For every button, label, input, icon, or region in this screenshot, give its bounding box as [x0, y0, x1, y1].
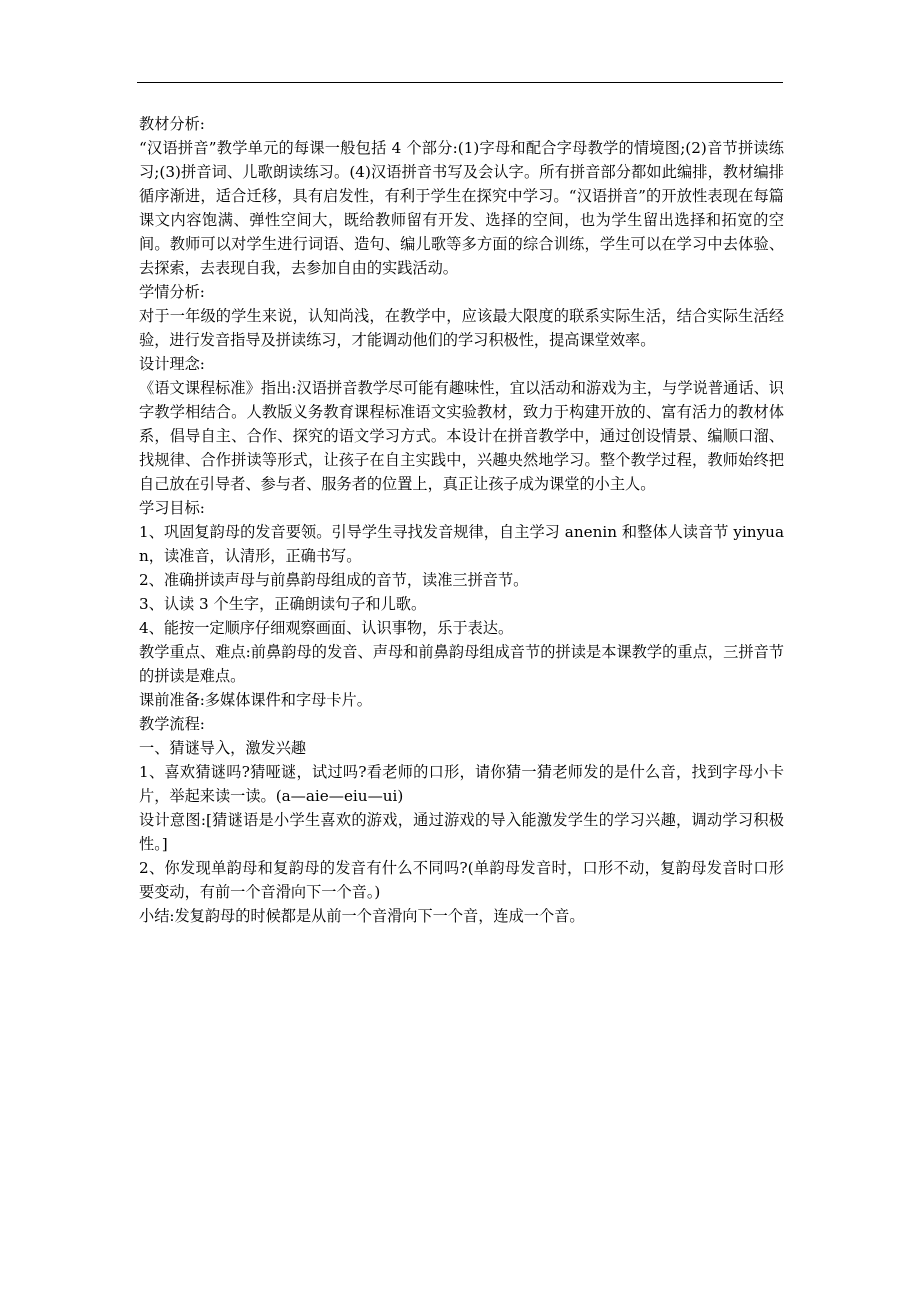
heading-textbook-analysis: 教材分析: — [139, 115, 205, 133]
heading-student-analysis: 学情分析: — [139, 283, 205, 301]
paragraph-key-points: 教学重点、难点:前鼻韵母的发音、声母和前鼻韵母组成音节的拼读是本课教学的重点，三拼音节的拼读是难点。 — [139, 643, 784, 685]
goal-item-2: 2、准确拼读声母与前鼻韵母组成的音节，读准三拼音节。 — [139, 571, 529, 589]
document-body — [139, 112, 784, 928]
paragraph-design-concept: 《语文课程标准》指出:汉语拼音教学尽可能有趣味性，宜以活动和游戏为主，与学说普通话、识字教学相结合。人教版义务教育课程标准语文实验教材，致力于构建开放的、富有活力的教材体系，倡导自主、合作、探究的语文学习方式。本设计在拼音教学中，通过创设情景、编顺口溜、找规律、合作拼读等形式，让孩子在自主实践中，兴趣央然地学习。整个教学过程，教师始终把自己放在引导者、参与者、服务者的位置上，真正让孩子成为课堂的小主人。 — [139, 379, 784, 493]
paragraph-summary: 小结:发复韵母的时候都是从前一个音滑向下一个音，连成一个音。 — [139, 907, 585, 925]
paragraph-student-analysis: 对于一年级的学生来说，认知尚浅，在教学中，应该最大限度的联系实际生活，结合实际生活经验，进行发音指导及拼读练习，才能调动他们的学习积极性，提高课堂效率。 — [139, 307, 784, 349]
subheading-riddle-intro: 一、猜谜导入，激发兴趣 — [139, 739, 307, 757]
process-item-2: 2、你发现单韵母和复韵母的发音有什么不同吗?(单韵母发音时，口形不动，复韵母发音时口形要变动，有前一个音滑向下一个音。) — [139, 859, 784, 901]
heading-teaching-process: 教学流程: — [139, 715, 205, 733]
paragraph-textbook-analysis: “汉语拼音”教学单元的每课一般包括 4 个部分:(1)字母和配合字母教学的情境图;(2)音节拼读练习;(3)拼音词、儿歌朗读练习。(4)汉语拼音书写及会认字。所有拼音部分都如此编排，教材编排循序渐进，适合迁移，具有启发性，有利于学生在探究中学习。“汉语拼音”的开放性表现在每篇课文内容饱满、弹性空间大，既给教师留有开发、选择的空间，也为学生留出选择和拓宽的空间。教师可以对学生进行词语、造句、编儿歌等多方面的综合训练，学生可以在学习中去体验、去探索，去表现自我，去参加自由的实践活动。 — [139, 139, 784, 277]
goal-item-4: 4、能按一定顺序仔细观察画面、认识事物，乐于表达。 — [139, 619, 514, 637]
goal-item-1: 1、巩固复韵母的发音要领。引导学生寻找发音规律，自主学习 anenin 和整体人读音节 yinyuan，读准音，认清形，正确书写。 — [139, 523, 784, 565]
paragraph-design-intent: 设计意图:[猜谜语是小学生喜欢的游戏，通过游戏的导入能激发学生的学习兴趣，调动学习积极性。] — [139, 811, 784, 853]
header-rule — [137, 82, 783, 83]
heading-learning-goals: 学习目标: — [139, 499, 205, 517]
process-item-1: 1、喜欢猜谜吗?猜哑谜，试过吗?看老师的口形，请你猜一猜老师发的是什么音，找到字母小卡片，举起来读一读。(a—aie—eiu—ui) — [139, 763, 784, 805]
paragraph-preparation: 课前准备:多媒体课件和字母卡片。 — [139, 691, 372, 709]
goal-item-3: 3、认读 3 个生字，正确朗读句子和儿歌。 — [139, 595, 427, 613]
heading-design-concept: 设计理念: — [139, 355, 205, 373]
